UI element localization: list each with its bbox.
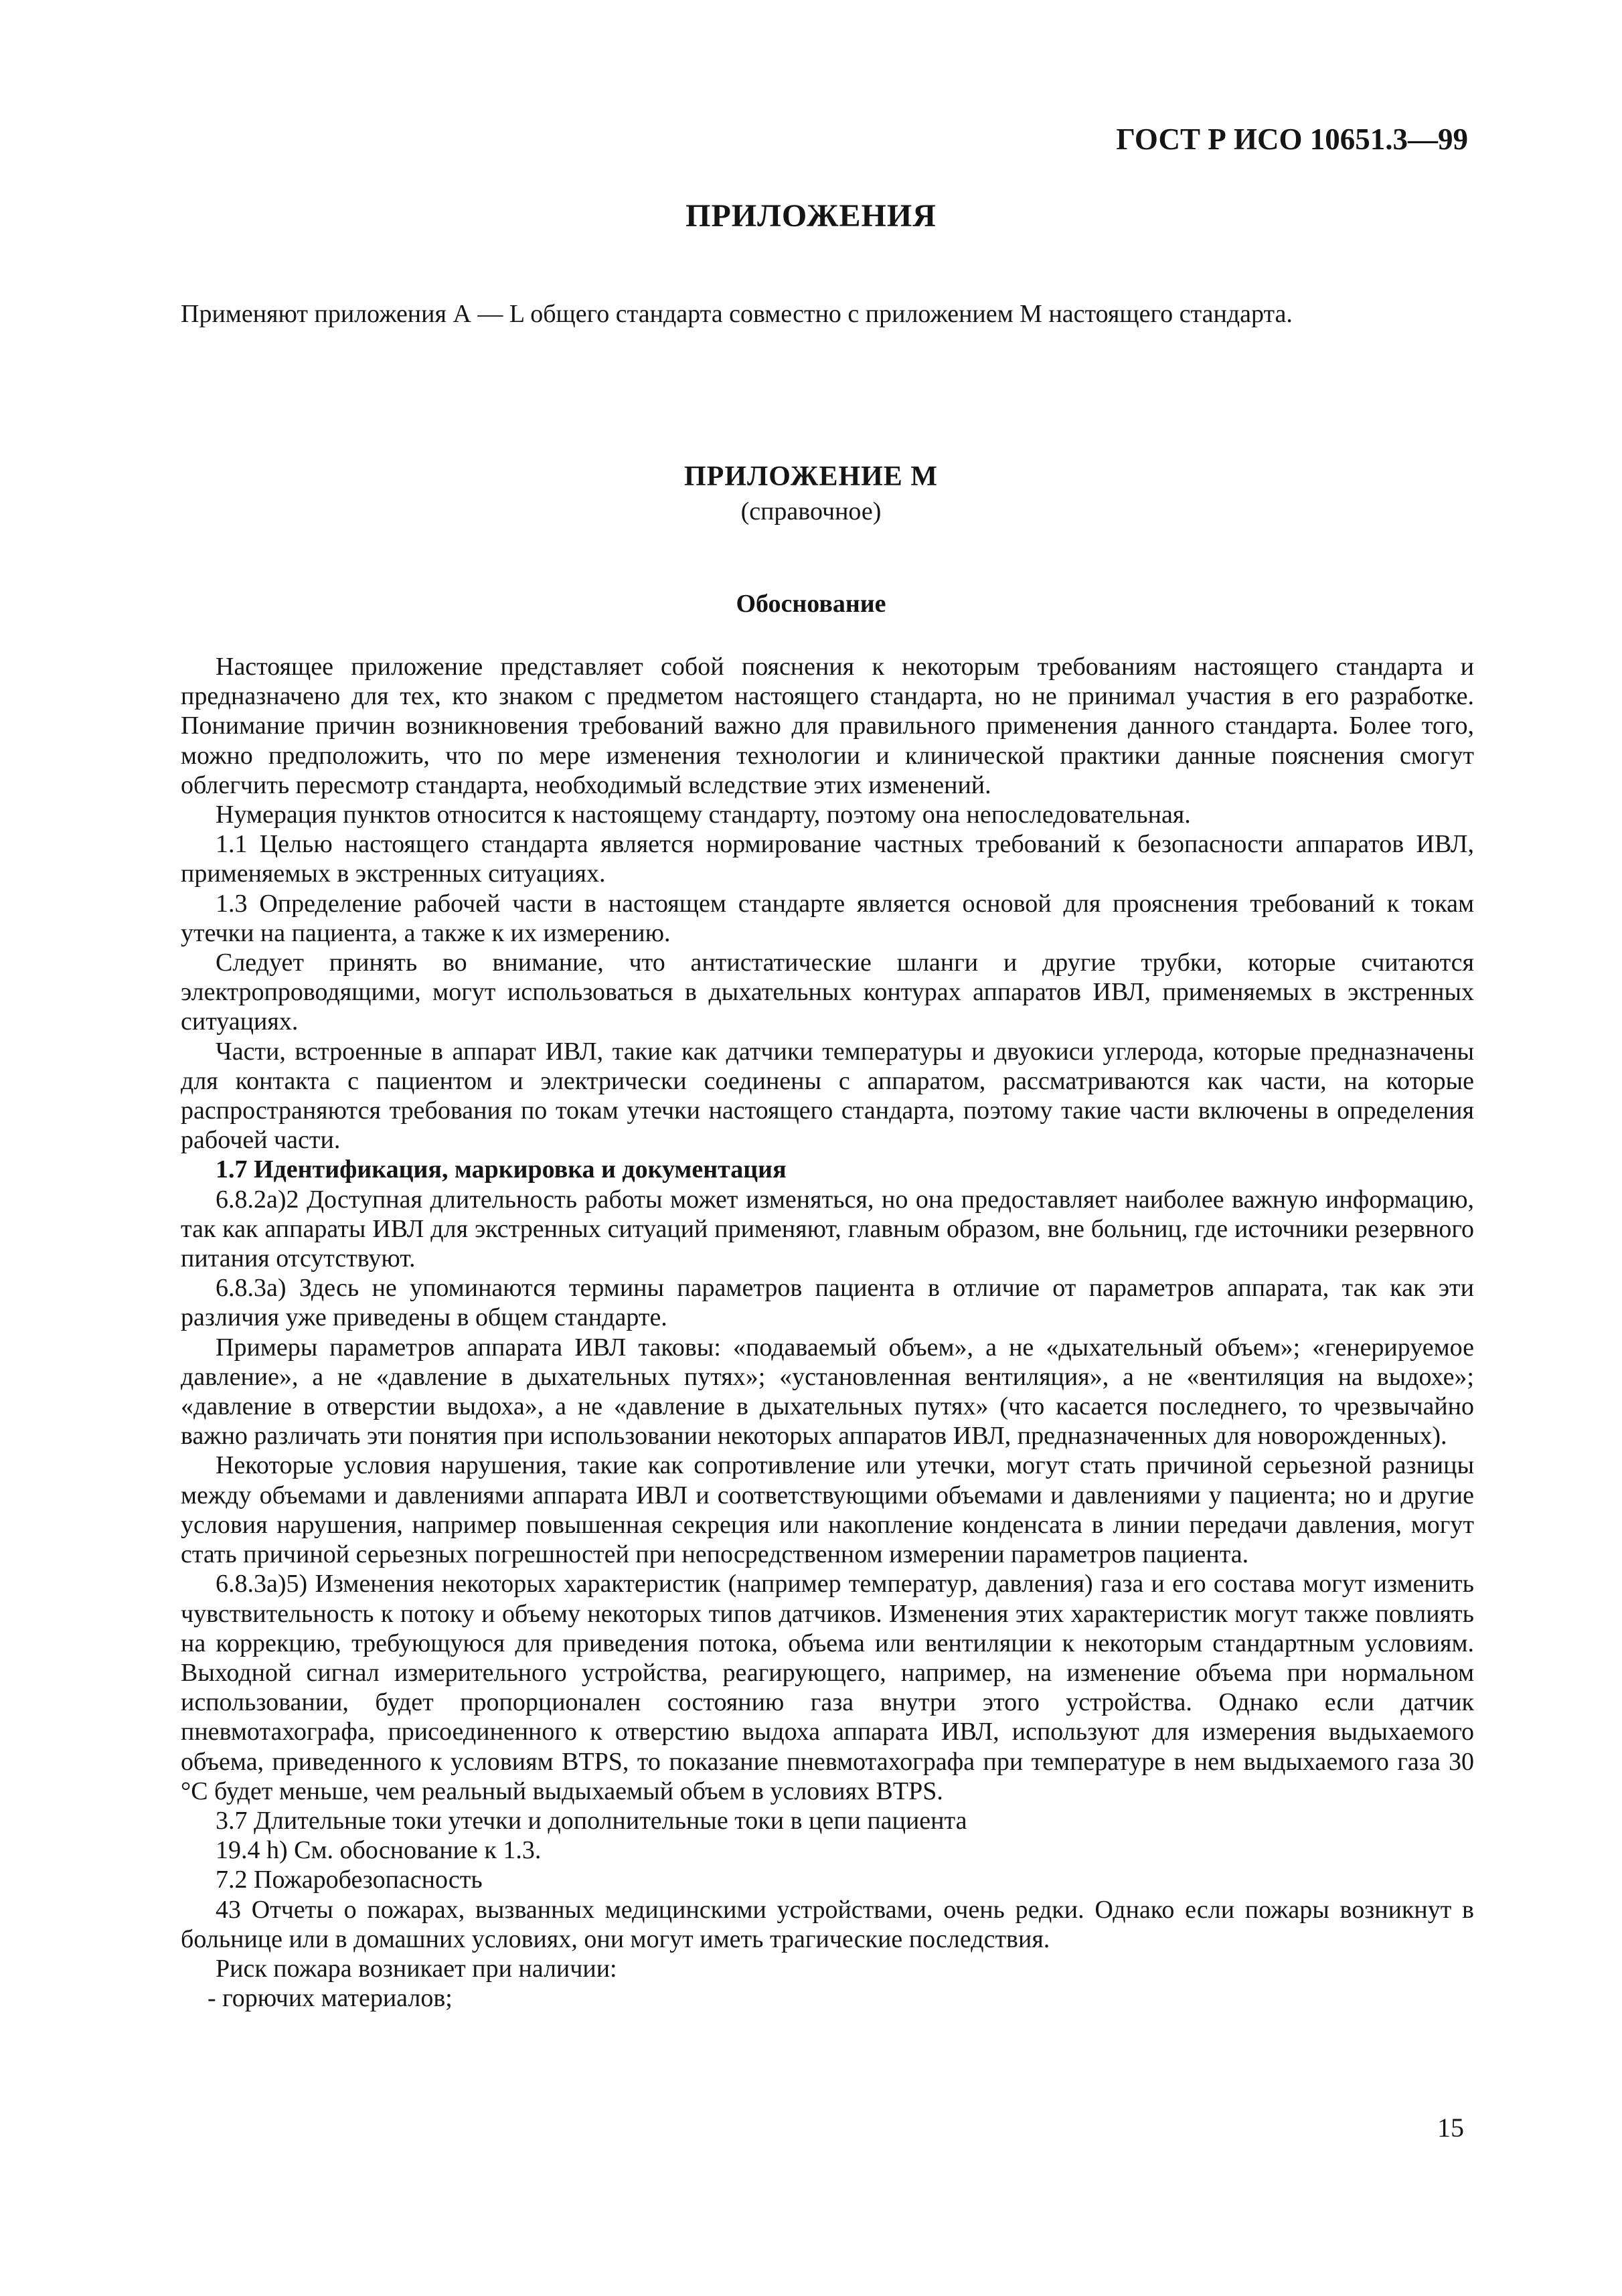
paragraph-7-2: 7.2 Пожаробезопасность: [216, 1866, 483, 1894]
paragraph-examples: Примеры параметров аппарата ИВЛ таковы: «подаваемый объем», а не «дыхательный объем»; «генерируемое давление», а не «давление в дыхательных путях»; «установленная вентиляция», а не «вентиляция на выдохе»; «давление в отверстии выдоха», а не «давление в дыхательных путях» (что касается последнего, то чрезвычайно важно различать эти понятия при использовании некоторых аппаратов ИВЛ, предназначенных для новорожденных).: [181, 1333, 1474, 1451]
appendices-intro: Применяют приложения А — L общего стандарта совместно с приложением М настоящего стандарта.: [181, 300, 1293, 328]
appendix-m-type: (справочное): [740, 497, 882, 525]
paragraph-1-1: 1.1 Целью настоящего стандарта является нормирование частных требований к безопасности аппаратов ИВЛ, применяемых в экстренных ситуациях.: [181, 830, 1474, 888]
paragraph-1-3: 1.3 Определение рабочей части в настоящем стандарте является основой для прояснения требований к токам утечки на пациента, а также к их измерению.: [181, 889, 1474, 947]
list-item-flammable: - горючих материалов;: [208, 1984, 453, 2013]
paragraph-3-7: 3.7 Длительные токи утечки и дополнительные токи в цепи пациента: [216, 1806, 967, 1835]
appendices-title: ПРИЛОЖЕНИЯ: [685, 198, 937, 234]
paragraph-43: 43 Отчеты о пожарах, вызванных медицинскими устройствами, очень редки. Однако если пожары возникнут в больнице или в домашних условиях, они могут иметь трагические последствия.: [181, 1895, 1474, 1953]
paragraph-fault-conditions: Некоторые условия нарушения, такие как сопротивление или утечки, могут стать причиной серьезной разницы между объемами и давлениями аппарата ИВЛ и соответствующими объемами и давлениями у пациента; но и другие условия нарушения, например повышенная секреция или накопление конденсата в линии передачи давления, могут стать причиной серьезных погрешностей при непосредственном измерении параметров пациента.: [181, 1451, 1474, 1569]
paragraph-6-8-2a2: 6.8.2а)2 Доступная длительность работы может изменяться, но она предоставляет наиболее важную информацию, так как аппараты ИВЛ для экстренных ситуаций применяют, главным образом, вне больниц, где источники резервного питания отсутствуют.: [181, 1185, 1474, 1273]
paragraph-built-in-parts: Части, встроенные в аппарат ИВЛ, такие как датчики температуры и двуокиси углерода, которые предназначены для контакта с пациентом и электрически соединены с аппаратом, рассматриваются как части, на которые распространяются требования по токам утечки настоящего стандарта, поэтому такие части включены в определения рабочей части.: [181, 1037, 1474, 1155]
subheading-1-7: 1.7 Идентификация, маркировка и документация: [216, 1155, 787, 1184]
document-code: ГОСТ Р ИСО 10651.3—99: [1116, 122, 1468, 156]
paragraph-fire-risk: Риск пожара возникает при наличии:: [216, 1954, 617, 1983]
page-number: 15: [1437, 2113, 1464, 2143]
paragraph-19-4h: 19.4 h) См. обоснование к 1.3.: [216, 1836, 542, 1865]
appendix-m-title: ПРИЛОЖЕНИЕ М: [684, 461, 938, 492]
section-heading: Обоснование: [736, 590, 886, 618]
body-text: [181, 652, 1474, 2013]
paragraph-antistatic: Следует принять во внимание, что антистатические шланги и другие трубки, которые считаются электропроводящими, могут использоваться в дыхательных контурах аппаратов ИВЛ, применяемых в экстренных ситуациях.: [181, 949, 1474, 1036]
paragraph-6-8-3a5: 6.8.3а)5) Изменения некоторых характеристик (например температур, давления) газа и его состава могут изменить чувствительность к потоку и объему некоторых типов датчиков. Изменения этих характеристик могут также повлиять на коррекцию, требующуюся для приведения потока, объема или вентиляции к некоторым стандартным условиям. Выходной сигнал измерительного устройства, реагирующего, например, на изменение объема при нормальном использовании, будет пропорционален состоянию газа внутри этого устройства. Однако если датчик пневмотахографа, присоединенного к отверстию выдоха аппарата ИВЛ, используют для измерения выдыхаемого объема, приведенного к условиям BTPS, то показание пневмотахографа при температуре в нем выдыхаемого газа 30 °С будет меньше, чем реальный выдыхаемый объем в условиях BTPS.: [181, 1570, 1474, 1805]
paragraph-intro: Настоящее приложение представляет собой пояснения к некоторым требованиям настоящего стандарта и предназначено для тех, кто знаком с предметом настоящего стандарта, но не принимал участия в его разработке. Понимание причин возникновения требований важно для правильного применения данного стандарта. Более того, можно предположить, что по мере изменения технологии и клинической практики данные пояснения смогут облегчить пересмотр стандарта, необходимый вследствие этих изменений.: [181, 653, 1474, 799]
paragraph-numbering: Нумерация пунктов относится к настоящему стандарту, поэтому она непоследовательная.: [216, 801, 1191, 829]
paragraph-6-8-3a: 6.8.3а) Здесь не упоминаются термины параметров пациента в отличие от параметров аппарата, так как эти различия уже приведены в общем стандарте.: [181, 1274, 1474, 1332]
